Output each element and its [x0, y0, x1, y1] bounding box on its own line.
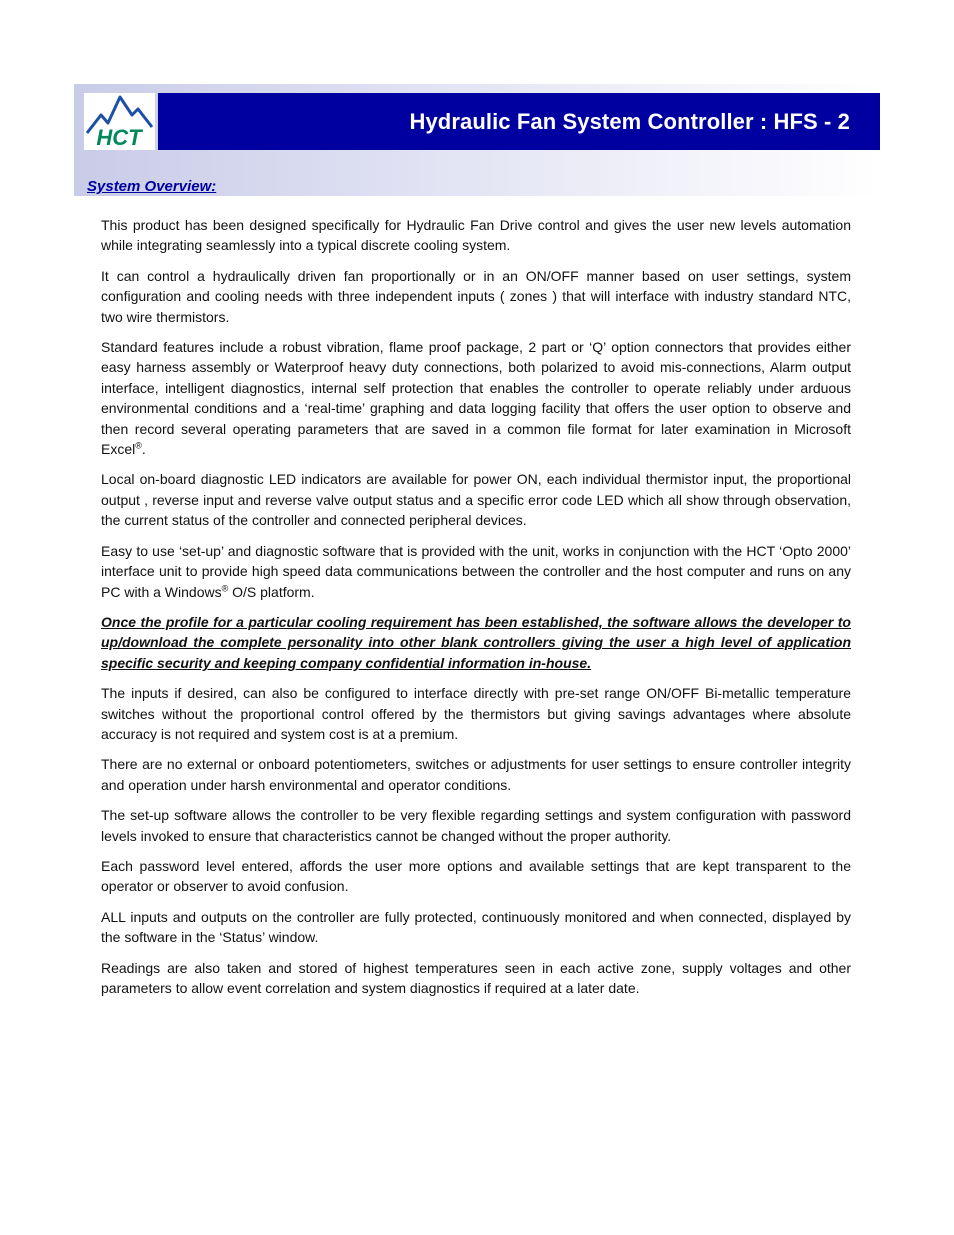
paragraph-inputs: The inputs if desired, can also be configured to interface directly with pre-set range ON/OFF Bi-metallic temperature switches without the proportional control offered by the thermistors but giving savings advantages where absolute accuracy is not required and system cost is at a premium. [101, 685, 851, 742]
paragraph-software: Easy to use ‘set-up’ and diagnostic software that is provided with the unit, works in conjunction with the HCT ‘Opto 2000’ interface unit to provide high speed data communications between the controller and the host computer and runs on any PC with a Windows® O/S platform. [101, 542, 851, 600]
company-logo [84, 93, 155, 150]
paragraph-protection: ALL inputs and outputs on the controller are fully protected, continuously monitored and when connected, displayed by the software in the ‘Status’ window. [101, 908, 851, 946]
paragraph-led-indicators: Local on-board diagnostic LED indicators are available for power ON, each individual thermistor input, the proportional output , reverse input and reverse valve output status and a specific error code LED which all show through observation, the current status of the controller and connected peripheral devices. [101, 471, 851, 529]
paragraph-no-potentiometers: There are no external or onboard potentiometers, switches or adjustments for user settings to ensure controller integrity and operation under harsh environmental and operator conditions. [101, 756, 851, 793]
page-title: Hydraulic Fan System Controller : HFS - 2 [409, 109, 850, 134]
body-content [101, 215, 851, 1008]
title-bar [158, 93, 880, 150]
section-heading: System Overview: [87, 178, 217, 195]
svg-text:HCT: HCT [96, 125, 142, 150]
paragraph-control: It can control a hydraulically driven fan proportionally or in an ON/OFF manner based on user settings, system configuration and cooling needs with three independent inputs ( zones ) that will interface with industry standard NTC, two wire thermistors. [101, 267, 851, 325]
paragraph-features: Standard features include a robust vibration, flame proof package, 2 part or ‘Q’ option connectors that provides either easy harness assembly or Waterproof heavy duty connections, both polarized to avoid mis-connections, Alarm output interface, intelligent diagnostics, internal self protection that enables the controller to operate reliably under arduous environmental conditions and a ‘real-time’ graphing and data logging facility that offers the user option to observe and then record several operating parameters that are saved in a common file format for later examination in Microsoft Excel®. [101, 339, 851, 458]
paragraph-profile-emphasis: Once the profile for a particular cooling requirement has been established, the software allows the developer to up/download the complete personality into other blank controllers giving the user a high level of application specific security and keeping company confidential information in-house. [101, 613, 851, 671]
paragraph-password: Each password level entered, affords the user more options and available settings that are kept transparent to the operator or observer to avoid confusion. [101, 857, 851, 895]
paragraph-setup-software: The set-up software allows the controller to be very flexible regarding settings and system configuration with password levels invoked to ensure that characteristics cannot be changed without the proper authority. [101, 807, 851, 844]
paragraph-readings: Readings are also taken and stored of highest temperatures seen in each active zone, supply voltages and other parameters to allow event correlation and system diagnostics if required at a later date. [101, 959, 851, 996]
paragraph-intro: This product has been designed specifically for Hydraulic Fan Drive control and gives the user new levels automation while integrating seamlessly into a typical discrete cooling system. [101, 217, 851, 254]
